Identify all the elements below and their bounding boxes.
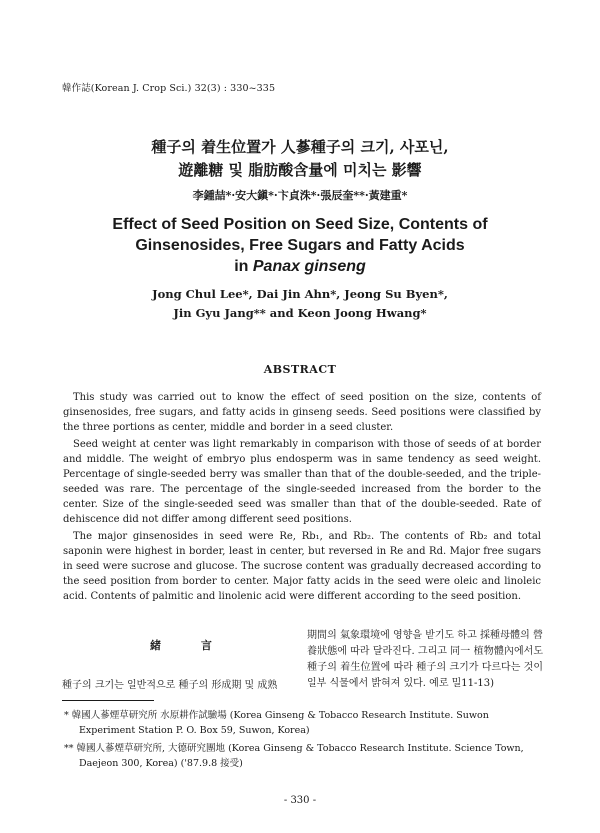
english-authors-line-2: Jin Gyu Jang** and Keon Joong Hwang* [173, 306, 427, 320]
abstract-paragraph: This study was carried out to know the effect of seed position on the size, contents of ginsenosides, free sugars, and fatty acids in ginseng seeds. Seed positions were classified by the three portions as center, middle and border in a seed cluster. [63, 392, 541, 433]
footnote-1: * 韓國人蔘煙草研究所 水原耕作試驗場 (Korea Ginseng & Tobacco Research Institute. Suwon Experiment Station P. O. Box 59, Suwon, Korea) [64, 710, 489, 736]
english-title-line-1: Effect of Seed Position on Seed Size, Contents of [112, 216, 488, 233]
korean-authors: 李鍾喆*·安大鎭*·卞貞洙*·張辰奎**·黃建重* [192, 189, 408, 202]
abstract-heading: ABSTRACT [263, 363, 337, 376]
body-left-column: 種子의 크기는 일반적으로 種子의 形成期 및 成熟 [62, 680, 278, 691]
abstract-body [63, 390, 541, 606]
korean-title-line-1: 種子의 着生位置가 人蔘種子의 크기, 사포닌, [151, 138, 449, 156]
english-title-prefix: in [234, 258, 249, 275]
page-number: - 330 - [283, 795, 317, 806]
species-name: Panax ginseng [252, 258, 366, 275]
english-title-line-3 [0, 256, 600, 277]
abstract-paragraph: The major ginsenosides in seed were Re, Rb₁, and Rb₂. The contents of Rb₂ and total saponin were highest in border, least in center, but reversed in Re and Rd. Major free sugars in seed were sucrose and glucose. The sucrose content was gradually decreased according to the seed position from border to center. Major fatty acids in the seed were oleic and linoleic acid. Contents of palmitic and linolenic acid were different according to the seed position. [63, 531, 541, 602]
korean-title-line-2: 遊離糖 및 脂肪酸含量에 미치는 影響 [178, 161, 422, 179]
footnotes [64, 708, 544, 774]
english-authors-line-1: Jong Chul Lee*, Dai Jin Ahn*, Jeong Su Byen*, [152, 287, 448, 301]
english-title [0, 214, 600, 277]
journal-citation: 韓作誌(Korean J. Crop Sci.) 32(3) : 330~335 [62, 83, 276, 94]
english-title-line-2: Ginsenosides, Free Sugars and Fatty Acids [135, 237, 465, 254]
korean-title [0, 136, 600, 182]
introduction-heading: 緒 言 [150, 639, 230, 652]
english-authors [0, 285, 600, 323]
abstract-paragraph: Seed weight at center was light remarkably in comparison with those of seeds of at border and middle. The weight of embryo plus endosperm was in same tendency as seed weight. Percentage of single-seeded berry was smaller than that of the double-seeded, and the triple-seeded was rare. The percentage of the single-seeded increased from the border to the center. Size of the single-seeded seed was smaller than that of the double-seeded. Rate of dehiscence did not differ among different seed positions. [63, 439, 541, 525]
body-right-column: 期間의 氣象環境에 영향을 받기도 하고 採種母體의 營養狀態에 따라 달라진다. 그리고 同一 植物體內에서도 種子의 着生位置에 따라 種子의 크기가 다르다는 것이 일부 식물에서 밝혀져 있다. 예로 밀11-13) [307, 630, 543, 689]
footnote-2: ** 韓國人蔘煙草研究所, 大德研究團地 (Korea Ginseng & Tobacco Research Institute. Science Town, Daejeon 300, Korea) ('87.9.8 接受) [64, 743, 524, 769]
footnote-divider [62, 700, 154, 701]
